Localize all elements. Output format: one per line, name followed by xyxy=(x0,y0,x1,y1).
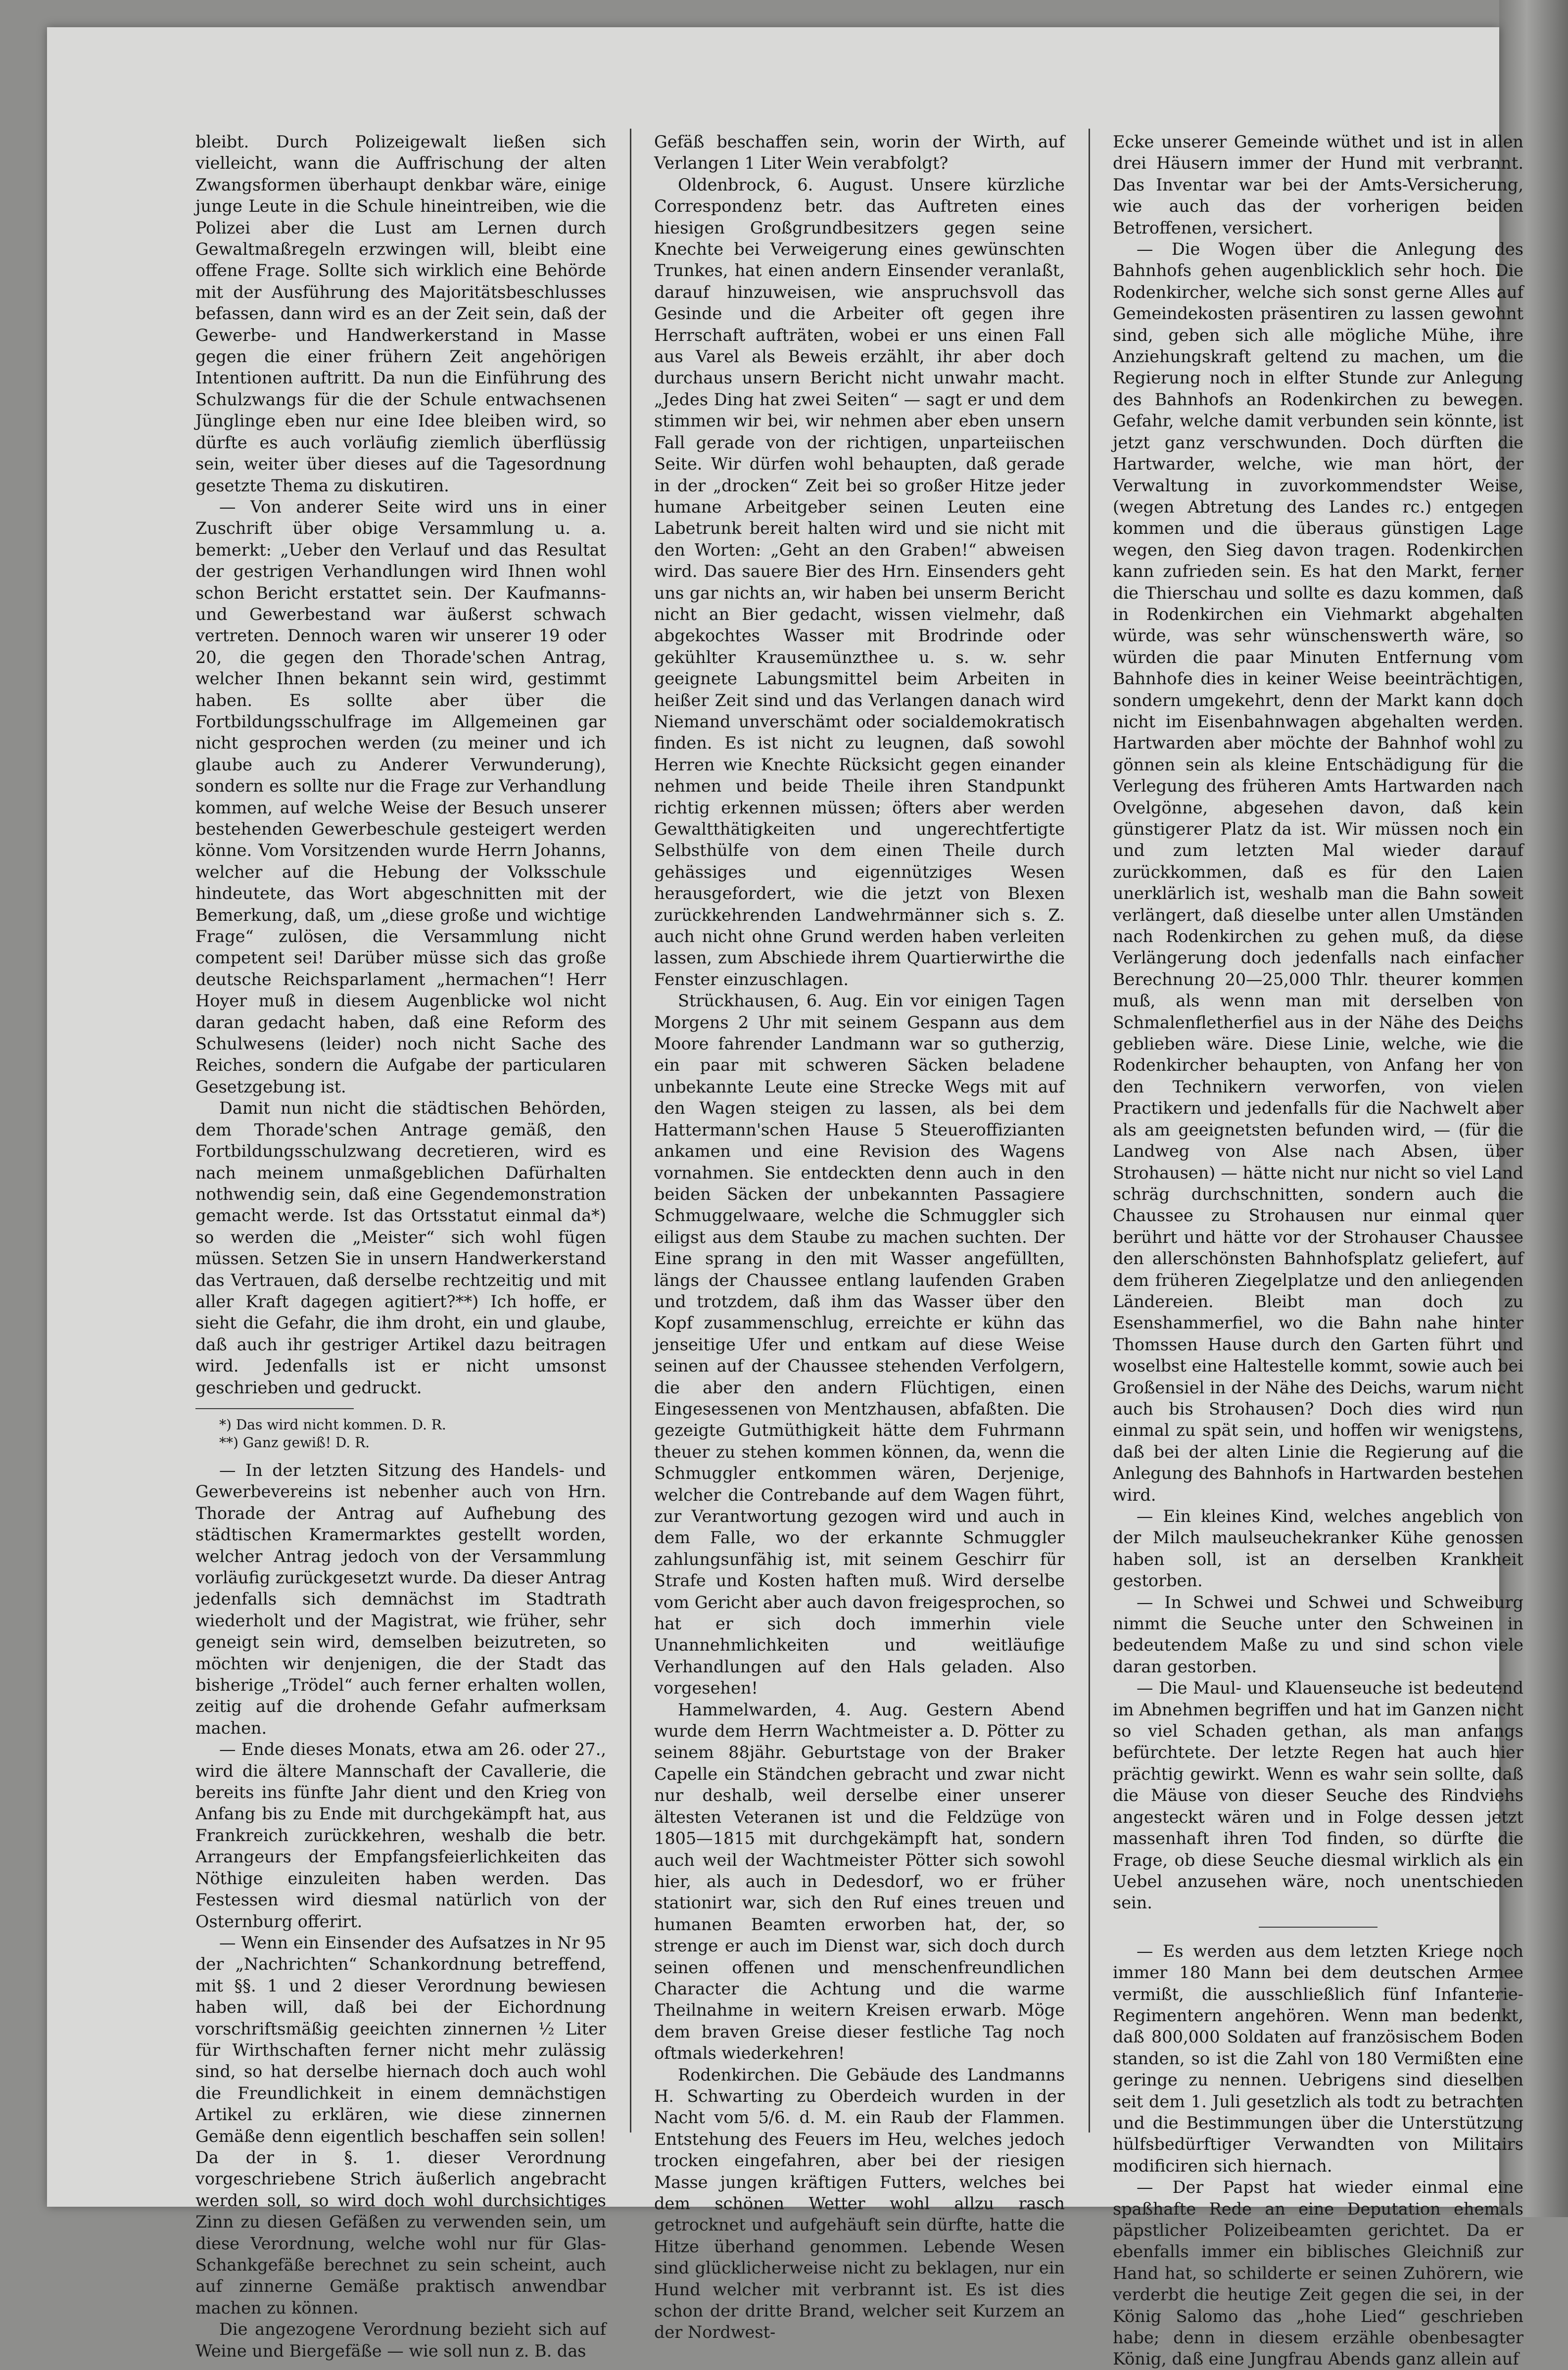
article-papst: — Der Papst hat wieder einmal eine spaßhafte Rede an eine Deputation ehemals päpstlicher Polizeibeamten gerichtet. Da er ebenfalls immer ein biblisches Gleichniß zur Hand hat, so schilderte er seinen Zuhörern, wie verderbt die heutige Zeit gegen die sei, in der König Salomo das „hohe Lied“ geschrieben habe; denn in diesem erzähle obenbesagter König, daß eine Jungfrau Abends ganz allein auf xyxy=(1113,2178,1523,2369)
column-right xyxy=(1113,131,1523,2370)
article-bahnhof: — Die Wogen über die Anlegung des Bahnhofs gehen augenblicklich sehr hoch. Die Rodenkircher, welche sich sonst gerne Alles auf Gemeindekosten präsentiren zu lassen gewohnt sind, geben sich alle mögliche Mühe, ihre Anziehungskraft geltend zu machen, um die Regierung noch in elfter Stunde zur Anlegung des Bahnhofs an Rodenkirchen zu bewegen. Gefahr, welche damit verbunden sein könnte, ist jetzt ganz verschwunden. Doch dürften die Hartwarder, welche, wie man hört, der Verwaltung in zuvorkommendster Weise, (wegen Abtretung des Landes rc.) entgegen kommen und die überaus günstigen Lage wegen, den Sieg davon tragen. Rodenkirchen kann zufrieden sein. Es hat den Markt, ferner die Thierschau und sollte es dazu kommen, daß in Rodenkirchen ein Viehmarkt abgehalten würde, was sehr wünschenswerth wäre, so würden die paar Minuten Entfernung vom Bahnhofe dies in keiner Weise beeinträchtigen, sondern umgekehrt, denn der Markt kann doch nicht im Eisenbahnwagen abgehalten werden. Hartwarden aber möchte der Bahnhof wohl zu gönnen sein als kleine Entschädigung für die Verlegung des früheren Amts Hartwarden nach Ovelgönne, abgesehen davon, daß kein günstigerer Platz da ist. Wir müssen noch ein und zum letzten Mal wieder darauf zurückkommen, daß es für den Laien unerklärlich ist, weshalb man die Bahn soweit verlängert, daß dieselbe unter allen Umständen nach Rodenkirchen zu gehen muß, da diese Verlängerung doch jedenfalls nach einfacher Berechnung 20—25,000 Thlr. theurer kommen muß, als wenn man mit derselben von Schmalenfletherfiel aus in der Nähe des Deichs geblieben wäre. Diese Linie, welche, wie die Rodenkircher behaupten, von Anfang her von den Technikern verworfen, von vielen Practikern und jedenfalls für die Nachwelt aber als am geeignetsten befunden wird, — (für die Landweg von Alse nach Absen, über Strohausen) — hätte nicht nur nicht so viel Land schräg durchschnitten, sondern auch die Chaussee zu Strohausen nur einmal quer berührt und hätte vor der Strohauser Chaussee den allerschönsten Bahnhofsplatz geliefert, auf dem früheren Ziegelplatze und den anliegenden Ländereien. Bleibt man doch zu Esenshammerfiel, wo die Bahn nahe hinter Thomssen Hause durch den Garten führt und woselbst eine Haltestelle kommt, sowie auch bei Großensiel in der Nähe des Deichs, warum nicht auch bis Strohausen? Doch dies wird nun einmal zu spät sein, und hoffen wir wenigstens, daß bei der alten Linie die Regierung auf die Anlegung des Bahnhofs in Hartwarden bestehen wird. xyxy=(1113,239,1523,1505)
article-gefaess-end: Gefäß beschaffen sein, worin der Wirth, auf Verlangen 1 Liter Wein verabfolgt? xyxy=(654,132,1065,173)
article-oldenbrock: Oldenbrock, 6. August. Unsere kürzliche Correspondenz betr. das Auftreten eines hiesigen Großgrundbesitzers gegen seine Knechte bei Verweigerung eines gewünschten Trunkes, hat einen andern Einsender veranlaßt, darauf hinzuweisen, wie anspruchsvoll das Gesinde und die Arbeiter oft gegen ihre Herrschaft aufträten, wobei er uns einen Fall aus Varel als Beweis erzählt, ihr aber doch durchaus unsern Bericht nicht unwahr macht. „Jedes Ding hat zwei Seiten“ — sagt er und dem stimmen wir bei, wir nehmen aber eben unsern Fall gerade von der richtigen, unparteiischen Seite. Wir dürfen wohl behaupten, daß gerade in der „drocken“ Zeit bei so großer Hitze jeder humane Arbeitgeber seinen Leuten eine Labetrunk bereit halten wird und sie nicht mit den Worten: „Geht an den Graben!“ abweisen wird. Das sauere Bier des Hrn. Einsenders geht uns gar nichts an, wir haben bei unserm Bericht nicht an Bier gedacht, wissen vielmehr, daß abgekochtes Wasser mit Brodrinde oder gekühlter Krausemünzthee u. s. w. sehr geeignete Labungsmittel beim Arbeiten in heißer Zeit sind und das Verlangen danach wird Niemand unverschämt oder socialdemokratisch finden. Es ist nicht zu leugnen, daß sowohl Herren wie Knechte Rücksicht gegen einander nehmen und beide Theile ihren Standpunkt richtig erkennen müssen; öfters aber werden Gewaltthätigkeiten und ungerechtfertigte Selbsthülfe von dem einen Theile durch gehässiges und eigennütziges Wesen herausgefordert, wie die jetzt von Blexen zurückkehrenden Landwehrmänner sich s. Z. auch nicht ohne Grund werden haben verleiten lassen, zum Abschiede ihrem Quartierwirthe die Fenster einzuschlagen. xyxy=(654,175,1065,989)
article-180-mann: — Es werden aus dem letzten Kriege noch immer 180 Mann bei dem deutschen Armee vermißt, die ausschließlich fünf Infanterie-Regimentern angehören. Wenn man bedenkt, daß 800,000 Soldaten auf französischem Boden standen, so ist die Zahl von 180 Vermißten eine geringe zu nennen. Uebrigens sind dieselben seit dem 1. Juli gesetzlich als todt zu betrachten und die Bestimmungen über die Unterstützung hülfsbedürftiger Verwandten von Militairs modificiren sich hiernach. xyxy=(1113,1941,1523,2176)
article-hammelwarden: Hammelwarden, 4. Aug. Gestern Abend wurde dem Herrn Wachtmeister a. D. Pötter zu seinem 88jähr. Geburtstage von der Braker Capelle ein Ständchen gebracht und zwar nicht nur deshalb, weil derselbe einer unserer ältesten Veteranen ist und die Feldzüge von 1805—1815 mit durchgekämpft hat, sondern auch weil der Wachtmeister Pötter sich sowohl hier, als auch in Dedesdorf, wo er früher stationirt war, sich den Ruf eines treuen und humanen Beamten erworben hat, der, so strenge er auch im Dienst war, sich doch durch seinen offenen und menschenfreundlichen Character die Achtung und die warme Theilnahme in weitern Kreisen erwarb. Möge dem braven Greise dieser festliche Tag noch oftmals wiederkehren! xyxy=(654,1700,1065,2063)
article-versammlung-zuschrift: — Von anderer Seite wird uns in einer Zuschrift über obige Versammlung u. a. bemerkt: „Ueber den Verlauf und das Resultat der gestrigen Verhandlungen wird Ihnen wohl schon Bericht erstattet sein. Der Kaufmanns- und Gewerbestand war äußerst schwach vertreten. Dennoch waren wir unserer 19 oder 20, die gegen den Thorade'schen Antrag, welcher Ihnen bekannt sein wird, gestimmt haben. Es sollte aber über die Fortbildungsschulfrage im Allgemeinen gar nicht gesprochen werden (zu meiner und ich glaube auch zu Anderer Verwunderung), sondern es sollte nur die Frage zur Verhandlung kommen, auf welche Weise der Besuch unserer bestehenden Gewerbeschule gesteigert werden könne. Vom Vorsitzenden wurde Herrn Johanns, welcher auf die Hebung der Volksschule hindeutete, das Wort abgeschnitten mit der Bemerkung, daß, um „diese große und wichtige Frage“ zulösen, die Versammlung nicht competent sei! Darüber müsse sich das große deutsche Reichsparlament „hermachen“! Herr Hoyer muß in diesem Augenblicke wol nicht daran gedacht haben, daß eine Reform des Schulwesens (leider) noch nicht Sache des Reiches, sondern die Aufgabe der particularen Gesetzgebung ist. xyxy=(195,497,606,1096)
article-gegendemonstration: Damit nun nicht die städtischen Behörden, dem Thorade'schen Antrage gemäß, den Fortbildungsschulzwang decretieren, wird es nach meinem unmaßgeblichen Dafürhalten nothwendig sein, daß eine Gegendemonstration gemacht werde. Ist das Ortsstatut einmal da*) so werden die „Meister“ sich wohl fügen müssen. Setzen Sie in unsern Handwerkerstand das Vertrauen, daß derselbe rechtzeitig und mit aller Kraft dagegen agitiert?**) Ich hoffe, er sieht die Gefahr, die ihm droht, ein und glaube, daß auch ihr gestriger Artikel dazu beitragen wird. Jedenfalls ist er nicht umsonst geschrieben und gedruckt. xyxy=(195,1098,606,1397)
article-kleines-kind: — Ein kleines Kind, welches angeblich von der Milch maulseuchekranker Kühe genossen haben soll, ist an derselben Krankheit gestorben. xyxy=(1113,1507,1523,1591)
article-kramermarkt: — In der letzten Sitzung des Handels- und Gewerbevereins ist nebenher auch von Hrn. Thorade der Antrag auf Aufhebung des städtischen Kramermarktes gestellt worden, welcher Antrag jedoch von der Versammlung vorläufig zurückgesetzt wurde. Da dieser Antrag jedenfalls sich demnächst im Stadtrath wiederholt und der Magistrat, wie früher, sehr geneigt sein wird, demselben beizutreten, so möchten wir denjenigen, die der Stadt das bisherige „Trödel“ auch ferner erhalten wollen, zeitig auf die drohende Gefahr aufmerksam machen. xyxy=(195,1460,606,1738)
footnote-2: **) Ganz gewiß! D. R. xyxy=(219,1434,370,1451)
newspaper-page xyxy=(47,27,1523,2369)
article-brand-end: Ecke unserer Gemeinde wüthet und ist in allen drei Häusern immer der Hund mit verbrannt. Das Inventar war bei der Amts-Versicherung, wie auch das der vorherigen beiden Betroffenen, versichert. xyxy=(1113,132,1523,237)
column-left xyxy=(195,131,606,2362)
article-schulzwang-end: bleibt. Durch Polizeigewalt ließen sich vielleicht, wann die Auffrischung der alten Zwangsformen überhaupt denkbar wäre, einige junge Leute in die Schule hineintreiben, wie die Polizei aber die Lust am Lernen durch Gewaltmaßregeln erzwingen will, bleibt eine offene Frage. Sollte sich wirklich eine Behörde mit der Ausführung des Majoritätsbeschlusses befassen, dann wird es an der Zeit sein, daß der Gewerbe- und Handwerkerstand in Masse gegen die einer frühern Zeit angehörigen Intentionen auftritt. Da nun die Einführung des Schulzwangs für die der Schule entwachsenen Jünglinge eben nur eine Idee bleiben wird, so dürfte es auch vorläufig ziemlich überflüssig sein, weiter über dieses auf die Tagesordnung gesetzte Thema zu diskutiren. xyxy=(195,132,606,495)
column-middle xyxy=(654,131,1065,2343)
section-divider xyxy=(1259,1927,1378,1928)
article-cavallerie: — Ende dieses Monats, etwa am 26. oder 27., wird die ältere Mannschaft der Cavallerie, die bereits ins fünfte Jahr dient und den Krieg von Anfang bis zu Ende mit durchgekämpft hat, aus Frankreich zurückkehren, weshalb die betr. Arrangeurs der Empfangsfeierlichkeiten das Nöthige einzuleiten haben werden. Das Festessen wird diesmal natürlich von der Osternburg offerirt. xyxy=(195,1740,606,1931)
column-rule-1 xyxy=(630,129,631,2133)
column-rule-2 xyxy=(1089,129,1090,2133)
footnote-1: *) Das wird nicht kommen. D. R. xyxy=(219,1416,446,1433)
article-schweine-seuche: — In Schwei und Schwei und Schweiburg nimmt die Seuche unter den Schweinen in bedeutendem Maße zu und sind schon viele daran gestorben. xyxy=(1113,1592,1523,1676)
article-verordnung: Die angezogene Verordnung bezieht sich auf Weine und Biergefäße — wie soll nun z. B. das xyxy=(195,2320,606,2361)
article-strueckhausen: Strückhausen, 6. Aug. Ein vor einigen Tagen Morgens 2 Uhr mit seinem Gespann aus dem Moore fahrender Landmann war so gutherzig, ein paar mit schweren Säcken beladene unbekannte Leute eine Strecke Wegs mit auf den Wagen steigen zu lassen, als bei dem Hattermann'schen Hause 5 Steueroffizianten ankamen und eine Revision des Wagens vornahmen. Sie entdeckten denn auch in den beiden Säcken der unbekannten Passagiere Schmuggelwaare, welche die Schmuggler sich eiligst aus dem Staube zu machen suchten. Der Eine sprang in den mit Wasser angefüllten, längs der Chaussee entlang laufenden Graben und trotzdem, daß ihm das Wasser über den Kopf zusammenschlug, erreichte er kühn das jenseitige Ufer und entkam auf diese Weise seinen auf der Chaussee stehenden Verfolgern, die aber den andern Flüchtigen, einen Eingesessenen von Mentzhausen, abfaßten. Die gezeigte Gutmüthigkeit hätte dem Fuhrmann theuer zu stehen kommen können, da, wenn die Schmuggler entkommen wären, Derjenige, welcher die Contrebande auf dem Wagen führt, zur Verantwortung gezogen wird und auch in dem Falle, wo der erkannte Schmuggler zahlungsunfähig ist, mit seinem Geschirr für Strafe und Kosten haften muß. Wird derselbe vom Gericht aber auch davon freigesprochen, so hat er sich doch immerhin viele Unannehmlichkeiten und weitläufige Verhandlungen auf den Hals geladen. Also vorgesehen! xyxy=(654,991,1065,1698)
article-klauenseuche: — Die Maul- und Klauenseuche ist bedeutend im Abnehmen begriffen und hat im Ganzen nicht so viel Schaden gethan, als man anfangs befürchtete. Der letzte Regen hat auch hier prächtig gewirkt. Wenn es wahr sein sollte, daß die Mäuse von dieser Seuche des Rindviehs angesteckt wären und in Folge dessen jetzt massenhaft ihren Tod finden, so dürfte die Frage, ob diese Seuche diesmal wirklich als ein Uebel anzusehen wäre, noch unentschieden sein. xyxy=(1113,1678,1523,1913)
article-rodenkirchen: Rodenkirchen. Die Gebäude des Landmanns H. Schwarting zu Oberdeich wurden in der Nacht vom 5/6. d. M. ein Raub der Flammen. Entstehung des Feuers im Heu, welches jedoch trocken eingefahren, aber bei der riesigen Masse jungen kräftigen Futters, welches bei dem schönen Wetter wohl allzu rasch getrocknet und aufgehäuft sein dürfte, hatte die Hitze überhand genommen. Lebende Wesen sind glücklicherweise nicht zu beklagen, nur ein Hund welcher mit verbrannt ist. Es ist dies schon der dritte Brand, welcher seit Kurzem an der Nordwest- xyxy=(654,2065,1065,2342)
footnote-divider xyxy=(195,1408,354,1409)
article-schankordnung: — Wenn ein Einsender des Aufsatzes in Nr 95 der „Nachrichten“ Schankordnung betreffend, mit §§. 1 und 2 dieser Verordnung bewiesen haben will, daß bei der Eichordnung vorschriftsmäßig geeichten zinnernen ½ Liter für Wirthschaften ferner nicht mehr zulässig sind, so hat derselbe hiernach doch auch wohl die Freundlichkeit in einem demnächstigen Artikel zu erklären, wie diese zinnernen Gemäße denn eigentlich beschaffen sein sollen! Da der in §. 1. dieser Verordnung vorgeschriebene Strich äußerlich angebracht werden soll, so wird doch wohl durchsichtiges Zinn zu diesen Gefäßen zu verwenden sein, um diese Verordnung, welche wohl nur für Glas-Schankgefäße berechnet zu sein scheint, auch auf zinnerne Gemäße praktisch anwendbar machen zu können. xyxy=(195,1933,606,2318)
